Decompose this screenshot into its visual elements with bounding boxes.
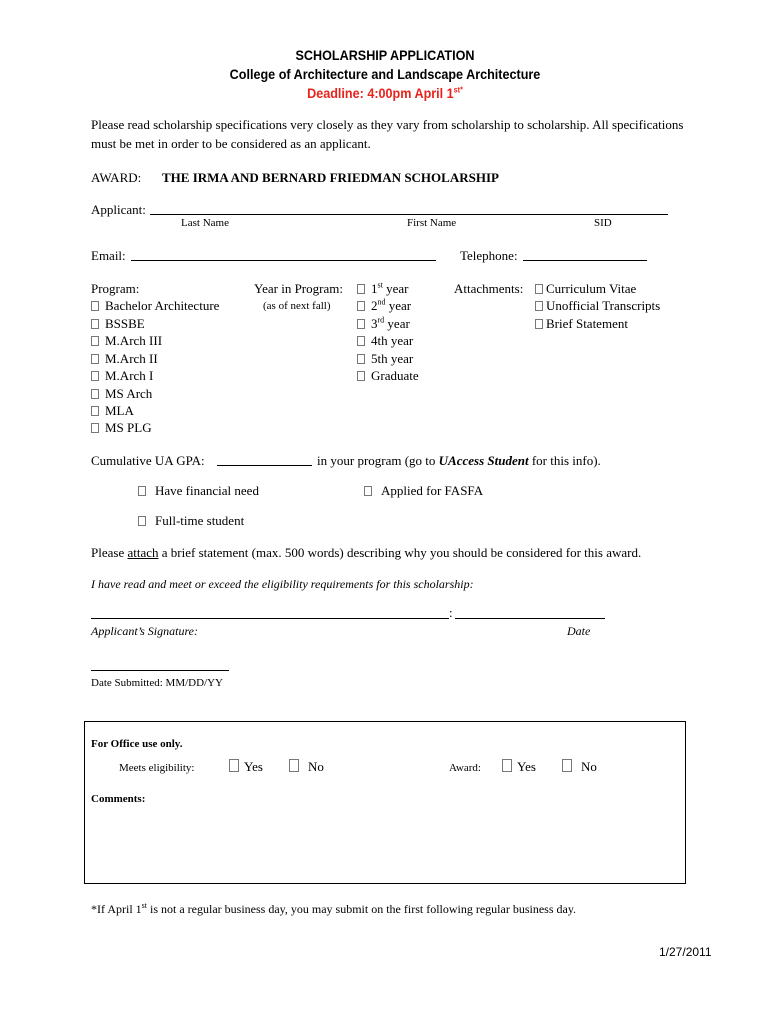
applicant-name-field[interactable] xyxy=(150,214,668,215)
award-name: THE IRMA AND BERNARD FRIEDMAN SCHOLARSHIP xyxy=(162,170,499,185)
checkbox-icon[interactable] xyxy=(357,284,365,294)
deadline-sup: st* xyxy=(453,85,463,95)
checkbox-icon[interactable] xyxy=(535,301,543,311)
award-decision-label: Award: xyxy=(449,762,481,774)
office-title: For Office use only. xyxy=(91,738,183,750)
checkbox-icon[interactable] xyxy=(91,336,99,346)
uaccess-link[interactable]: UAccess Student xyxy=(438,453,529,468)
year-option[interactable]: 1st year xyxy=(357,281,408,297)
comments-label: Comments: xyxy=(91,793,146,805)
email-label: Email: xyxy=(91,248,126,263)
sid-caption: SID xyxy=(594,217,612,229)
signature-colon: : xyxy=(449,605,453,620)
attachment-option[interactable]: Brief Statement xyxy=(535,316,628,332)
intro-line-2: must be met in order to be considered as an applicant. xyxy=(91,136,371,151)
financial-need-check[interactable]: Have financial need xyxy=(138,483,259,499)
telephone-label: Telephone: xyxy=(460,248,518,263)
deadline xyxy=(39,85,732,101)
email-field[interactable] xyxy=(131,260,436,261)
meets-eligibility-label: Meets eligibility: xyxy=(119,762,195,774)
gpa-field[interactable] xyxy=(217,465,312,466)
year-note: (as of next fall) xyxy=(263,300,331,312)
date-label: Date xyxy=(567,624,591,638)
eligibility-statement: I have read and meet or exceed the eligibility requirements for this scholarship: xyxy=(91,577,474,591)
award-yes[interactable]: Yes xyxy=(502,759,536,775)
fulltime-check[interactable]: Full-time student xyxy=(138,513,244,529)
checkbox-icon[interactable] xyxy=(91,406,99,416)
date-field[interactable] xyxy=(455,618,605,619)
checkbox-icon[interactable] xyxy=(364,486,372,496)
program-option[interactable]: M.Arch II xyxy=(91,351,158,367)
checkbox-icon[interactable] xyxy=(357,371,365,381)
program-option[interactable]: MLA xyxy=(91,403,134,419)
year-option[interactable]: Graduate xyxy=(357,368,419,384)
gpa-label: Cumulative UA GPA: xyxy=(91,453,205,468)
checkbox-icon[interactable] xyxy=(91,354,99,364)
checkbox-icon[interactable] xyxy=(562,759,572,772)
checkbox-icon[interactable] xyxy=(138,486,146,496)
deadline-text: Deadline: 4:00pm April 1 xyxy=(307,85,454,101)
checkbox-icon[interactable] xyxy=(91,319,99,329)
program-option[interactable]: MS Arch xyxy=(91,386,152,402)
page-date: 1/27/2011 xyxy=(659,945,712,959)
checkbox-icon[interactable] xyxy=(138,516,146,526)
award-no[interactable]: No xyxy=(562,759,597,775)
fasfa-check[interactable]: Applied for FASFA xyxy=(364,483,483,499)
program-label: Program: xyxy=(91,281,140,296)
checkbox-icon[interactable] xyxy=(91,301,99,311)
year-option[interactable]: 5th year xyxy=(357,351,413,367)
college-name: College of Architecture and Landscape Architecture xyxy=(229,66,541,82)
checkbox-icon[interactable] xyxy=(357,336,365,346)
year-option[interactable]: 3rd year xyxy=(357,316,410,332)
gpa-instructions: in your program (go to UAccess Student for this info). xyxy=(317,453,601,468)
program-option[interactable]: M.Arch III xyxy=(91,333,162,349)
attachment-option[interactable]: Curriculum Vitae xyxy=(535,281,636,297)
program-option[interactable]: M.Arch I xyxy=(91,368,153,384)
checkbox-icon[interactable] xyxy=(91,371,99,381)
date-submitted-field[interactable] xyxy=(91,670,229,671)
program-option[interactable]: Bachelor Architecture xyxy=(91,298,219,314)
program-option[interactable]: MS PLG xyxy=(91,420,152,436)
year-label: Year in Program: xyxy=(254,281,343,296)
date-submitted-label: Date Submitted: MM/DD/YY xyxy=(91,677,223,689)
attachments-label: Attachments: xyxy=(454,281,524,296)
applicant-label: Applicant: xyxy=(91,202,146,217)
eligibility-no[interactable]: No xyxy=(289,759,324,775)
year-option[interactable]: 2nd year xyxy=(357,298,411,314)
statement-instruction: Please attach a brief statement (max. 500 words) describing why you should be considered for this award. xyxy=(91,545,642,560)
intro-line-1: Please read scholarship specifications very closely as they vary from scholarship to scholarship. All specifications xyxy=(91,117,684,132)
eligibility-yes[interactable]: Yes xyxy=(229,759,263,775)
award-label: AWARD: xyxy=(91,170,142,185)
signature-field[interactable] xyxy=(91,618,449,619)
program-option[interactable]: BSSBE xyxy=(91,316,145,332)
year-option[interactable]: 4th year xyxy=(357,333,413,349)
checkbox-icon[interactable] xyxy=(502,759,512,772)
last-name-caption: Last Name xyxy=(181,217,229,229)
checkbox-icon[interactable] xyxy=(357,301,365,311)
form-title: SCHOLARSHIP APPLICATION xyxy=(295,47,475,63)
checkbox-icon[interactable] xyxy=(91,389,99,399)
checkbox-icon[interactable] xyxy=(357,354,365,364)
footnote: *If April 1st is not a regular business day, you may submit on the first following regular business day. xyxy=(91,901,577,916)
checkbox-icon[interactable] xyxy=(535,284,543,294)
signature-label: Applicant’s Signature: xyxy=(91,624,198,638)
checkbox-icon[interactable] xyxy=(229,759,239,772)
telephone-field[interactable] xyxy=(523,260,647,261)
first-name-caption: First Name xyxy=(407,217,457,229)
checkbox-icon[interactable] xyxy=(91,423,99,433)
checkbox-icon[interactable] xyxy=(289,759,299,772)
checkbox-icon[interactable] xyxy=(535,319,543,329)
attachment-option[interactable]: Unofficial Transcripts xyxy=(535,298,660,314)
checkbox-icon[interactable] xyxy=(357,319,365,329)
